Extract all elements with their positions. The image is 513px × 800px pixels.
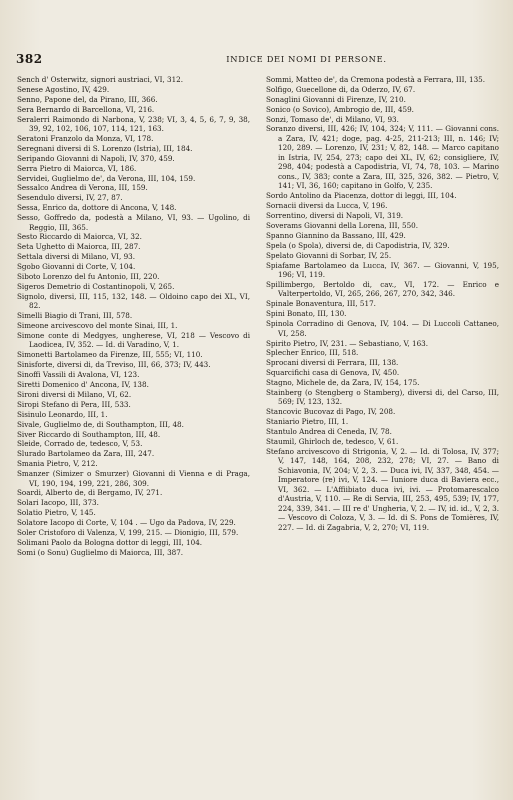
- index-entry: Sesto Riccardo di Maiorca, VI, 32.: [17, 232, 142, 242]
- index-entry: Spinola Corradino di Genova, IV, 104. — Di Luccoli Cattaneo, VI, 258.: [266, 319, 499, 338]
- index-entry: Solatio Pietro, V, 145.: [17, 508, 96, 518]
- index-entry: Sisinulo Leonardo, III, 1.: [17, 409, 108, 419]
- index-entry: Serra Pietro di Maiorca, VI, 186.: [17, 163, 137, 173]
- index-entry: Senno, Papone del, da Pirano, III, 366.: [17, 94, 158, 104]
- index-entry: Soardi, Alberto de, di Bergamo, IV, 271.: [17, 488, 163, 498]
- index-entry: Spini Bonato, III, 130.: [266, 309, 347, 319]
- index-entry: Sivale, Guglielmo de, di Southampton, III, 48.: [17, 419, 184, 429]
- index-entry: Smania Pietro, V, 212.: [17, 459, 98, 469]
- index-entry: Spinale Bonaventura, III, 517.: [266, 299, 376, 309]
- index-entry: Simone conte di Medgyes, ungherese, VI, 218 — Vescovo di Laodicea, IV, 352. — Id. di Varadino, V, 1.: [17, 330, 250, 350]
- page-header: [16, 52, 499, 70]
- index-entry: Seta Ughetto di Maiorca, III, 287.: [17, 242, 141, 252]
- index-entry: Sleide, Corrado de, tedesco, V, 53.: [17, 439, 143, 449]
- index-columns: [17, 75, 499, 760]
- index-entry: Simelli Biagio di Trani, III, 578.: [17, 311, 133, 321]
- index-entry: Sironi diversi di Milano, VI, 62.: [17, 389, 132, 399]
- index-entry: Solatore Iacopo di Corte, V, 104 . — Ugo da Padova, IV, 229.: [17, 518, 236, 528]
- index-entry: Siropi Stefano di Pera, III, 533.: [17, 399, 131, 409]
- index-entry: Spelato Giovanni di Sorbar, IV, 25.: [266, 250, 392, 260]
- index-entry: Seratoni Franzolo da Monza, VI, 178.: [17, 133, 154, 143]
- index-entry: Soverams Giovanni della Lorena, III, 550.: [266, 221, 419, 231]
- index-entry: Slurado Bartolameo da Zara, III, 247.: [17, 449, 155, 459]
- index-entry: Siboto Lorenzo del fu Antonio, III, 220.: [17, 272, 160, 282]
- index-entry: Smanzer (Simizer o Smurzer) Giovanni di Vienna e di Praga, VI, 190, 194, 199, 221, 286, 309.: [17, 469, 250, 488]
- index-entry: Sinisforte, diversi di, da Treviso, III, 66, 373; IV, 443.: [17, 360, 211, 370]
- index-entry: Squarcifichi casa di Genova, IV, 450.: [266, 368, 400, 378]
- index-entry: Solimani Paolo da Bologna dottor di leggi, III, 104.: [17, 537, 203, 547]
- index-entry: Stantulo Andrea di Ceneda, IV, 78.: [266, 427, 392, 437]
- index-entry: Sesendulo diversi, IV, 27, 87.: [17, 193, 123, 203]
- index-entry: Solfigo, Guecellone di, da Oderzo, IV, 67.: [266, 84, 416, 94]
- index-entry: Simonetti Bartolameo da Firenze, III, 555; VI, 110.: [17, 350, 203, 360]
- index-entry: Sordo Antolino da Piacenza, dottor di leggi, III, 104.: [266, 191, 457, 201]
- index-entry: Simeone arcivescovo del monte Sinai, III, 1.: [17, 321, 178, 331]
- index-entry: Siver Riccardo di Southampton, III, 48.: [17, 429, 161, 439]
- index-entry: Signolo, diversi, III, 115, 132, 148. — Oldoino capo dei XL, VI, 82.: [17, 291, 250, 311]
- index-entry: Sench d' Osterwitz, signori austriaci, VI, 312.: [17, 75, 184, 84]
- index-entry: Sessa, Enrico da, dottore di Ancona, V, 148.: [17, 203, 177, 213]
- index-entry: Stefano arcivescovo di Strigonia, V, 2. — Id. di Tolosa, IV, 377; V, 147, 148, 164, 208, 232, 278; VI, 27. — Bano di Schiavonia, IV, 204; V, 2, 3. — Duca ivi, IV, 337, 348, 454. — Imperatore (re) ivi, V, 124. — Iuniore duca di Baviera ecc., VI, 362. — L'Affiibiato duca ivi, ivi. — Protomarescalco d'Austria, V, 110. — Re di Servia, III, 253, 495, 539; IV, 177, 224, 339, 341. — III re d' Ungheria, V, 2. — IV, id. id., V, 2, 3. — Vescovo di Coloza, V, 3. — Id. di S. Pons de Tomières, IV, 227. — Id. di Zagabria, V, 2, 270; VI, 119.: [266, 446, 499, 532]
- index-entry: Spillimbergo, Bertoldo di, cav., VI, 172. — Enrico e Valterpertoldo, VI, 265, 266, 267, 270, 342, 346.: [266, 279, 499, 299]
- index-entry: Sera Bernardo di Barcellona, VI, 216.: [17, 104, 155, 114]
- index-entry: Sonzi, Tomaso de', di Milano, VI, 93.: [266, 114, 399, 124]
- index-entry: Soranzo diversi, III, 426; IV, 104, 324; V, 111. — Giovanni cons. a Zara, IV, 421; doge, pag. 4-25, 211-213; III, n. 146; IV; 120, 289. — Lorenzo, IV, 231; V, 82, 148. — Marco capitano in Istria, IV, 254, 273; capo dei XL, IV, 62; consigliere, IV, 298, 404; podestà a Capodistria, VI, 74, 78, 103. — Marino cons., IV, 383; conte a Zara, III, 325, 326, 382. — Pietro, V, 141; VI, 36, 160; capitano in Golfo, V, 235.: [266, 124, 499, 191]
- index-entry: Stancovic Bucovaz di Pago, IV, 208.: [266, 407, 396, 417]
- index-entry: Sonico (o Sovico), Ambrogio de, III, 459.: [266, 104, 414, 114]
- index-entry: Spiafame Bartolameo da Lucca, IV, 367. — Giovanni, V, 195, 196; VI, 119.: [266, 260, 499, 280]
- index-entry: Splecher Enrico, III, 518.: [266, 348, 359, 358]
- index-entry: Spela (o Spola), diversi de, di Capodistria, IV, 329.: [266, 240, 450, 250]
- index-entry: Sinoffi Vassili di Avalona, VI, 123.: [17, 370, 140, 380]
- index-entry: Sornacii diversi da Lucca, V, 196.: [266, 201, 388, 211]
- index-entry: Stainberg (o Stengberg o Stamberg), diversi di, del Carso, III, 569; IV, 123, 132.: [266, 387, 499, 407]
- left-column: [17, 75, 250, 760]
- index-entry: Sigeros Demetrio di Costantinopoli, V, 265.: [17, 281, 175, 291]
- index-entry: Sorrentino, diversi di Napoli, VI, 319.: [266, 211, 404, 221]
- index-entry: Sgobo Giovanni di Corte, V, 104.: [17, 262, 136, 272]
- page-number: 382: [16, 52, 43, 66]
- index-entry: Senese Agostino, IV, 429.: [17, 84, 110, 94]
- index-entry: Seralerri Raimondo di Narbona, V, 238; VI, 3, 4, 5, 6, 7, 9, 38, 39, 92, 102, 106, 107, 114, 121, 163.: [17, 114, 250, 134]
- index-entry: Soler Cristoforo di Valenza, V, 199, 215. — Dionigio, III, 579.: [17, 528, 239, 538]
- index-entry: Staumil, Ghirloch de, tedesco, V, 61.: [266, 437, 399, 447]
- running-head: INDICE DEI NOMI DI PERSONE.: [226, 54, 387, 64]
- index-entry: Stagno, Michele de, da Zara, IV, 154, 175.: [266, 378, 420, 388]
- index-entry: Sesso, Goffredo da, podestà a Milano, VI, 93. — Ugolino, di Reggio, III, 365.: [17, 213, 250, 232]
- index-entry: Spirito Pietro, IV, 231. — Sebastiano, V, 163.: [266, 338, 429, 348]
- index-entry: Sonaglini Giovanni di Firenze, IV, 210.: [266, 94, 406, 104]
- index-entry: Somi (o Sonu) Guglielmo di Maiorca, III, 387.: [17, 547, 184, 557]
- index-entry: Settala diversi di Milano, VI, 93.: [17, 252, 136, 262]
- index-entry: Sessalco Andrea di Verona, III, 159.: [17, 183, 148, 193]
- index-entry: Seregnani diversi di S. Lorenzo (Istria), III, 184.: [17, 143, 193, 153]
- index-entry: Sommi, Matteo de', da Cremona podestà a Ferrara, III, 135.: [266, 75, 486, 84]
- index-entry: Sprocani diversi di Ferrara, III, 138.: [266, 358, 399, 368]
- index-entry: Siretti Domenico d' Ancona, IV, 138.: [17, 380, 149, 390]
- index-entry: Spanno Giannino da Bassano, III, 429.: [266, 230, 406, 240]
- index-entry: Solari Iacopo, III, 373.: [17, 498, 99, 508]
- index-entry: Servidei, Guglielmo de', da Verona, III, 104, 159.: [17, 173, 196, 183]
- index-entry: Staniario Pietro, III, 1.: [266, 417, 349, 427]
- index-entry: Seripando Giovanni di Napoli, IV, 370, 459.: [17, 153, 175, 163]
- right-column: [266, 75, 499, 760]
